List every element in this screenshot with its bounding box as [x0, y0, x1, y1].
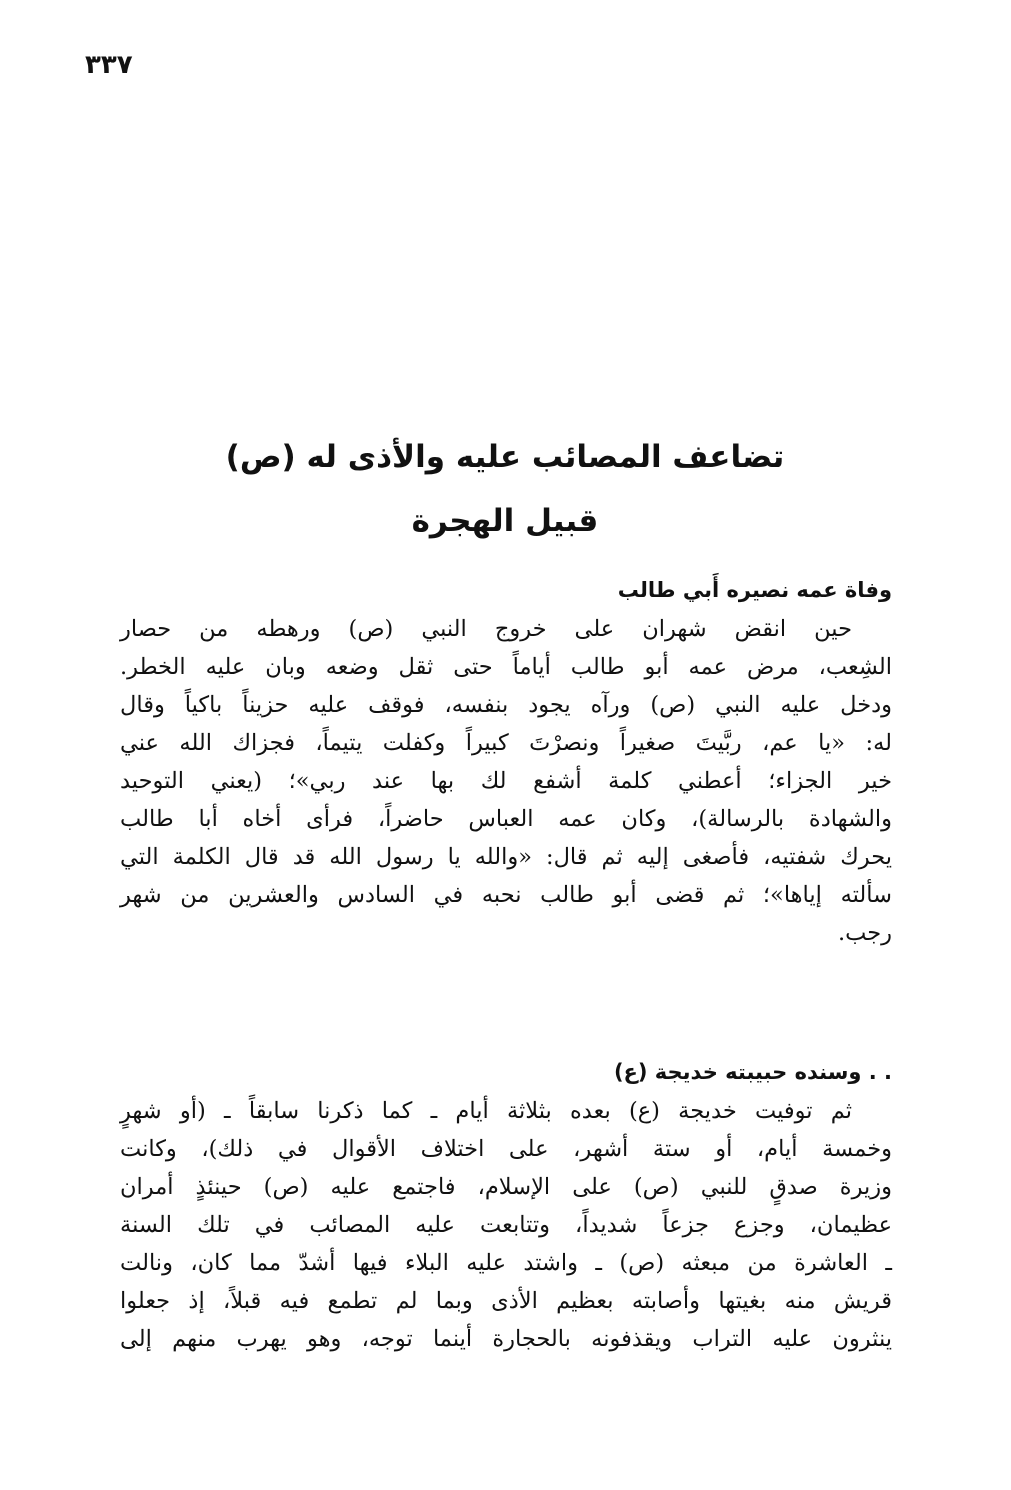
- text-line: خير الجزاء؛ أعطني كلمة أشفع لك بها عند ربي»؛ (يعني التوحيد: [120, 768, 892, 794]
- text-line: ودخل عليه النبي (ص) ورآه يجود بنفسه، فوقف عليه حزيناً باكياً وقال: [120, 692, 892, 718]
- text-line: رجب.: [837, 920, 892, 946]
- section-2: [120, 1052, 892, 1358]
- section-heading-abu-talib: وفاة عمه نصيره أَبي طالب: [617, 578, 892, 602]
- paragraph-abu-talib: [120, 610, 892, 952]
- text-line: الشِعب، مرض عمه أبو طالب أياماً حتى ثقل وضعه وبان عليه الخطر.: [120, 654, 892, 680]
- chapter-title: [90, 425, 920, 553]
- text-line: ـ العاشرة من مبعثه (ص) ـ واشتد عليه البلاء فيها أشدّ مما كان، ونالت: [120, 1250, 892, 1276]
- page-number: ٣٣٧: [85, 50, 133, 80]
- text-line: حين انقض شهران على خروج النبي (ص) ورهطه من حصار: [120, 616, 852, 642]
- text-line: والشهادة بالرسالة)، وكان عمه العباس حاضراً، فرأى أخاه أبا طالب: [120, 806, 892, 832]
- chapter-title-line-1: تضاعف المصائب عليه والأذى له (ص): [225, 439, 785, 475]
- section-heading-khadija: . . وسنده حبيبته خديجة (ع): [613, 1060, 892, 1084]
- section-1: [120, 570, 892, 952]
- text-line: قريش منه بغيتها وأصابته بعظيم الأذى وبما لم تطمع فيه قبلاً، إذ جعلوا: [120, 1288, 892, 1314]
- text-line: عظيمان، وجزع جزعاً شديداً، وتتابعت عليه المصائب في تلك السنة: [120, 1212, 892, 1238]
- text-line: سألته إياها»؛ ثم قضى أبو طالب نحبه في السادس والعشرين من شهر: [120, 882, 892, 908]
- text-line: وزيرة صدقٍ للنبي (ص) على الإسلام، فاجتمع عليه (ص) حينئذٍ أمران: [120, 1174, 892, 1200]
- text-line: يحرك شفتيه، فأصغى إليه ثم قال: «والله يا رسول الله قد قال الكلمة التي: [120, 844, 892, 870]
- paragraph-khadija: [120, 1092, 892, 1358]
- text-line: وخمسة أيام، أو ستة أشهر، على اختلاف الأقوال في ذلك)، وكانت: [120, 1136, 892, 1162]
- text-line: ينثرون عليه التراب ويقذفونه بالحجارة أينما توجه، وهو يهرب منهم إلى: [120, 1326, 892, 1352]
- chapter-title-line-2: قبيل الهجرة: [411, 503, 599, 539]
- text-line: له: «يا عم، ربَّيتَ صغيراً ونصرْتَ كبيراً وكفلت يتيماً، فجزاك الله عني: [120, 730, 892, 756]
- text-line: ثم توفيت خديجة (ع) بعده بثلاثة أيام ـ كما ذكرنا سابقاً ـ (أو شهرٍ: [120, 1098, 852, 1124]
